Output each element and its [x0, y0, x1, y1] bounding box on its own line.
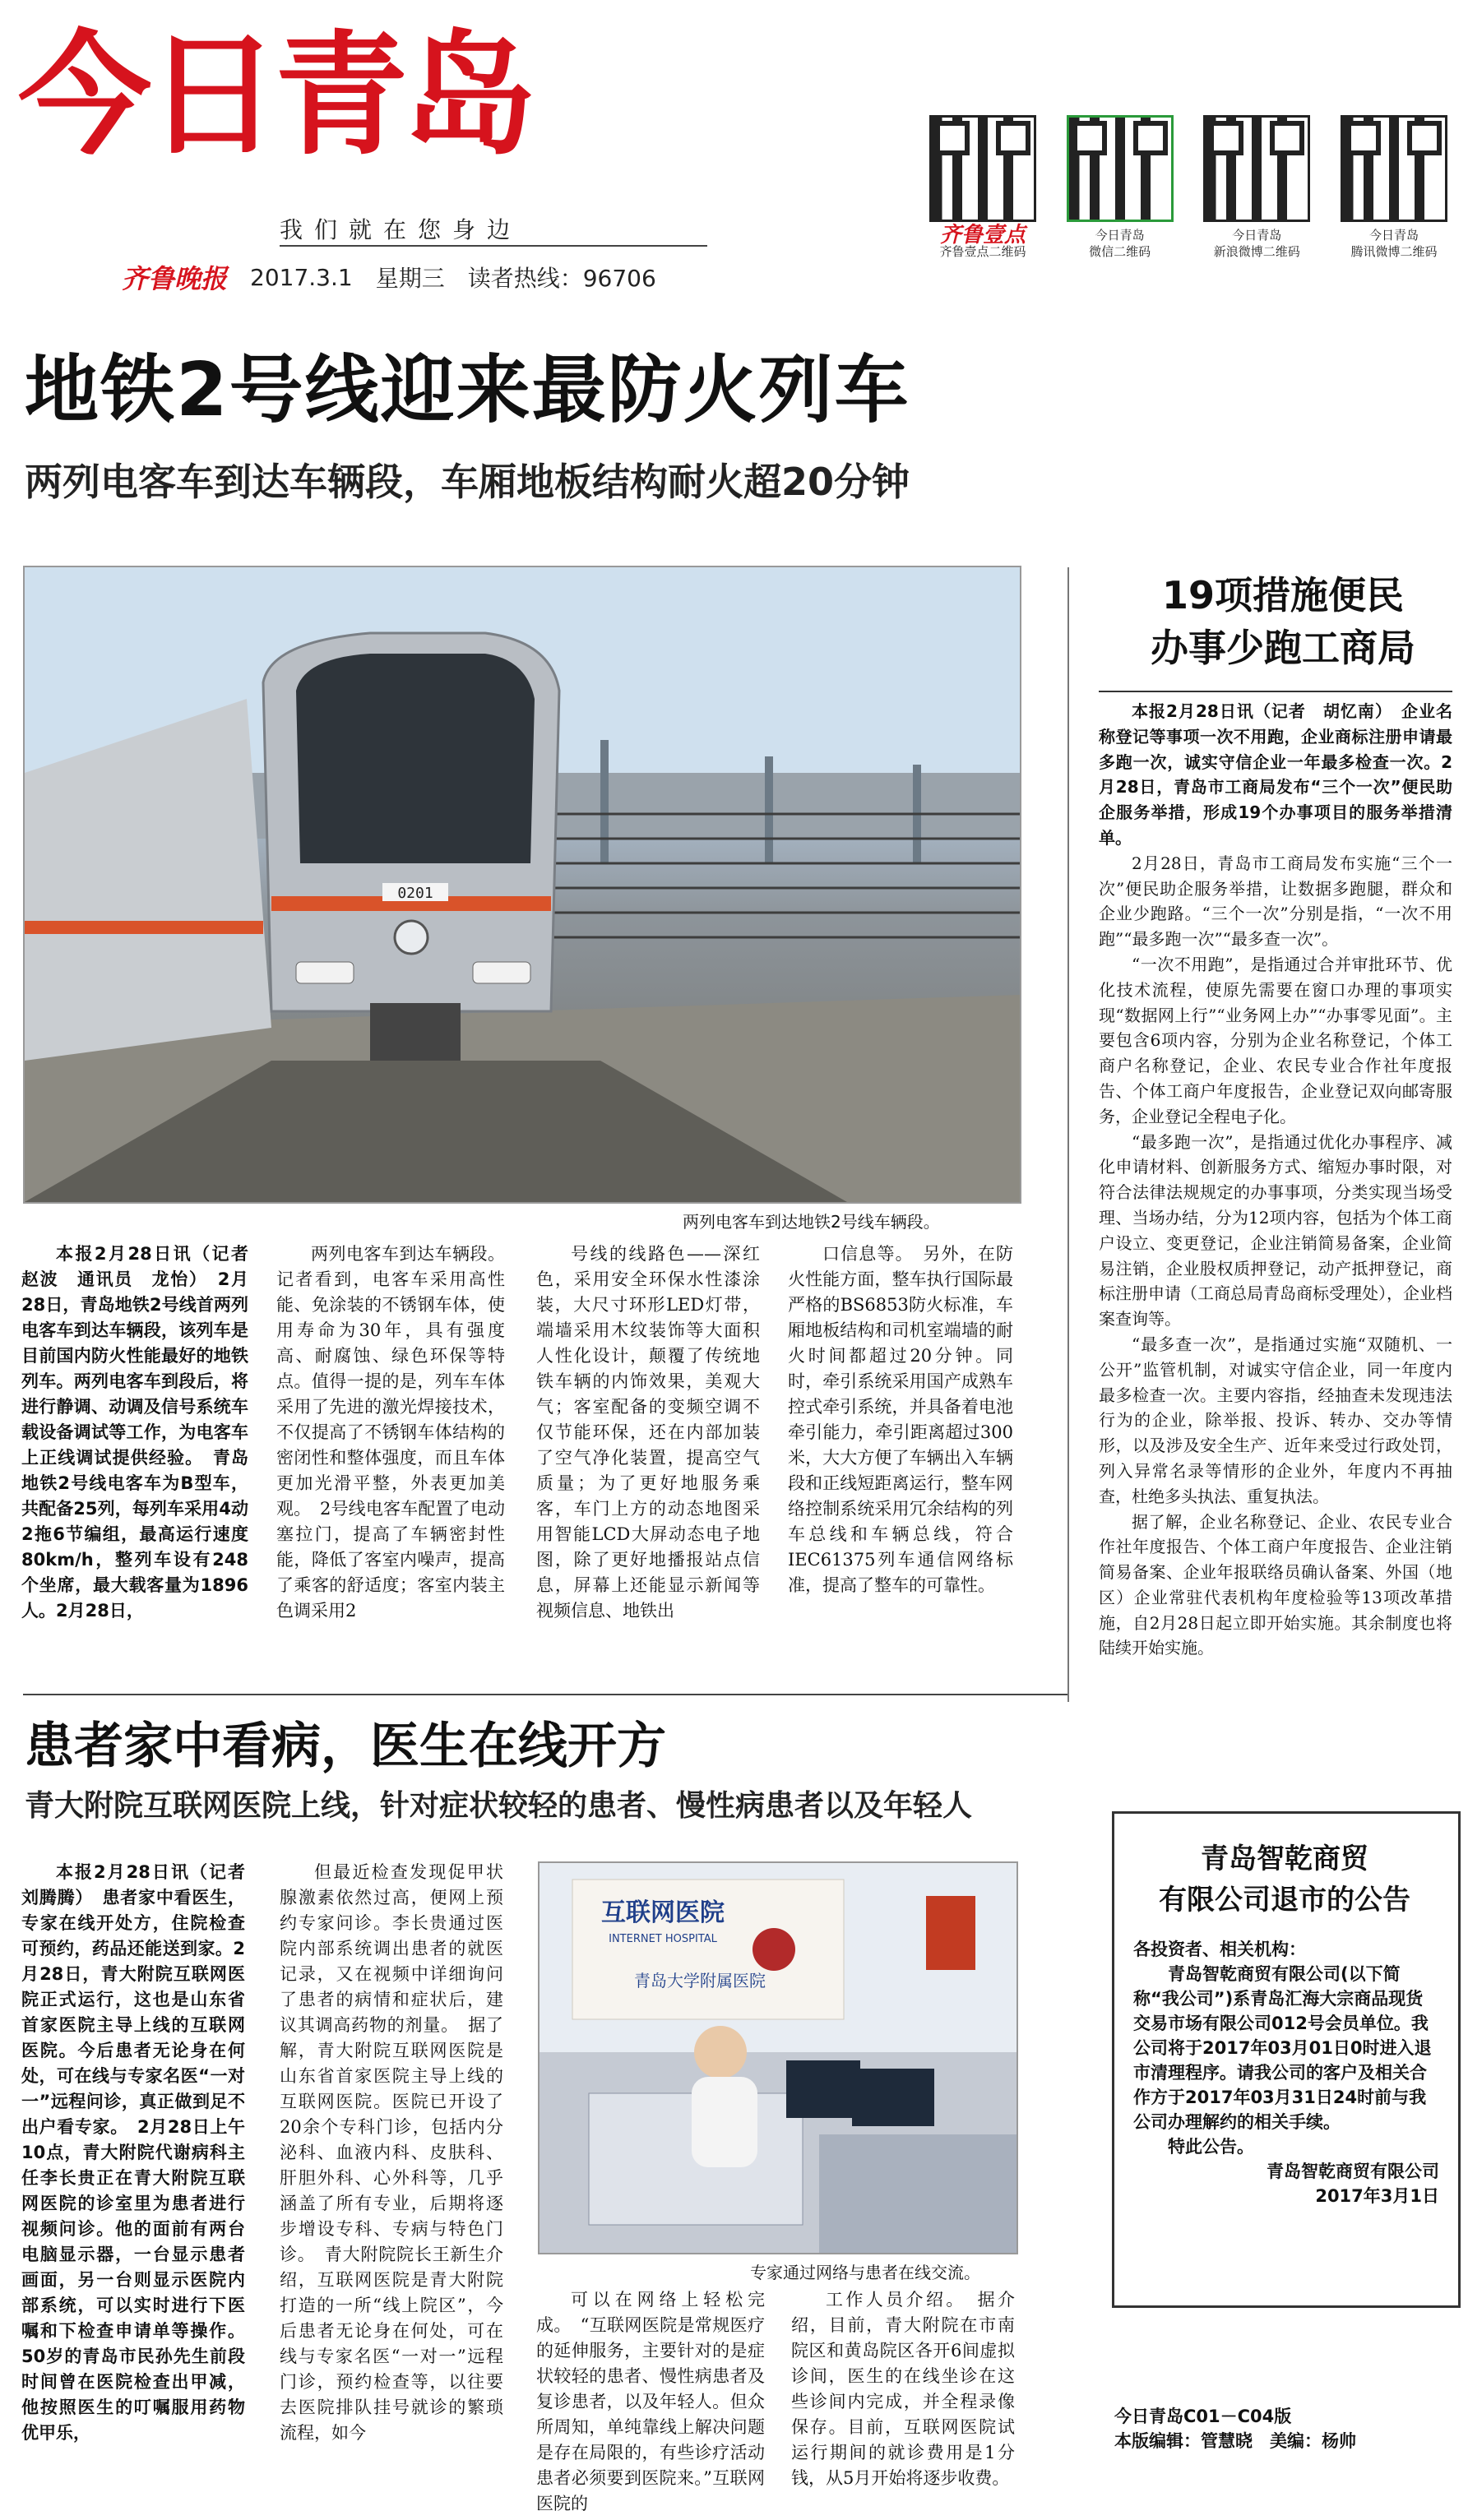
story1-column-2 [276, 1242, 505, 1669]
qr-item-qilu [921, 115, 1044, 260]
column-divider [1067, 567, 1069, 1702]
section-divider [23, 1694, 1067, 1695]
photo-sign-text: 互联网医院 [601, 1898, 725, 1927]
sidebar-headline [1118, 569, 1447, 674]
qr-code-icon [929, 115, 1036, 222]
story1-photo [23, 566, 1021, 1204]
story1-text-col2: 两列电客车到达车辆段。记者看到，电客车采用高性能、免涂装的不锈钢车体，使用寿命为30年，具有强度高、耐腐蚀、绿色环保等特点。值得一提的是，列车车体采用了先进的激光焊接技术，不仅提高了不锈钢车体结构的密闭性和整体强度，而且车体更加光滑平整，外表更加美观。 2号线电客车配置了电动塞拉门，提高了车辆密封性能，降低了客室内噪声，提高了乘客的舒适度；客室内装主色调采用2 [276, 1244, 505, 1621]
sidebar-headline-line1: 19项措施便民 [1161, 573, 1404, 617]
qr-label: 今日青岛 微信二维码 [1089, 228, 1151, 259]
story1-text-col1: 本报2月28日讯（记者 赵波 通讯员 龙怡） 2月28日，青岛地铁2号线首两列电客车到达车辆段，该列车是目前国内防火性能最好的地铁列车。两列电客车到段后，将进行静调、动调及信号系统车载设备调试等工作，为电客车上正线调试提供经验。 青岛地铁2号线电客车为B型车，共配备25列，每列车采用4动2拖6节编组，最高运行速度80km/h，整列车设有248个坐席，最大载客量为1896人。2月28日， [21, 1244, 266, 1621]
story2-text-col1: 本报2月28日讯（记者 刘腾腾） 患者家中看医生，专家在线开处方，住院检查可预约，药品还能送到家。2月28日，青大附院互联网医院正式运行，这也是山东省首家医院主导上线的互联网医院。今后患者无论身在何处，可在线与专家名医“一对一”远程问诊，真正做到足不出户看专家。 2月28日上午10点，青大附院代谢病科主任李长贵正在青大附院互联网医院的诊室里为患者进行视频问诊。他的面前有两台电脑显示器，一台显示患者画面，另一台则显示医院内部系统，可以实时进行下医嘱和下检查申请单等操作。50岁的青岛市民孙先生前段时间曾在医院检查出甲减，他按照医生的叮嘱服用药物优甲乐， [21, 1862, 262, 2443]
notice-closing: 特此公告。 [1168, 2137, 1254, 2157]
story1-column-3 [536, 1242, 760, 1669]
story2-photo-caption: 专家通过网络与患者在线交流。 [750, 2263, 980, 2282]
subway-train-illustration [25, 567, 1020, 1202]
photo-sign-en: INTERNET HOSPITAL [609, 1933, 717, 1945]
internet-hospital-illustration [540, 1863, 1016, 2253]
qr-item-tencent-weibo [1332, 115, 1456, 260]
issue-weekday: 星期三 [375, 265, 445, 292]
story1-text-col4: 口信息等。 另外，在防火性能方面，整车执行国际最严格的BS6853防火标准，车厢地板结构和司机室端墙的耐火时间都超过20分钟。同时，牵引系统采用国产成熟车控式牵引系统，并具备着电池牵引能力，牵引距离超过300米，大大方便了车辆出入车辆段和正线短距离运行，整车网络控制系统采用冗余结构的列车总线和车辆总线，符合IEC61375列车通信网络标准，提高了整车的可靠性。 [788, 1244, 1013, 1595]
qr-code-row [921, 115, 1456, 260]
story2-text-col4: 工作人员介绍。 据介绍，目前，青大附院在市南院区和黄岛院区各开6间虚拟诊间，医生的在线坐诊在这些诊间内完成，并全程录像保存。目前，互联网医院试运行期间的就诊费用是1分钱，从5月开始将逐步收费。 [791, 2290, 1015, 2488]
footer-pages: 今日青岛C01－C04版 [1114, 2407, 1292, 2426]
qr-code-icon [1341, 115, 1447, 222]
footer-editors: 本版编辑：管慧晓 美编：杨帅 [1114, 2431, 1356, 2451]
photo-sign-hospital: 青岛大学附属医院 [634, 1971, 766, 1991]
masthead-info [122, 258, 656, 296]
sidebar-paragraph: “最多查一次”，是指通过实施“双随机、一公开”监管机制，对诚实守信企业，同一年度内最多检查一次。主要内容指，经抽查未发现违法行为的企业，除举报、投诉、转办、交办等情形，以及涉及安全生产、近年来受过行政处罚，列入异常名录等情形的企业外，年度内不再抽查，杜绝多头执法、重复执法。 [1099, 1334, 1452, 1506]
notice-body [1133, 1937, 1439, 2208]
qilu-logo: 齐鲁壹点 [939, 223, 1026, 247]
story2-text-col2: 但最近检查发现促甲状腺激素依然过高，便网上预约专家问诊。李长贵通过医院内部系统调出患者的就医记录，又在视频中详细询问了患者的病情和症状后，建议其调高药物的剂量。 据了解，青大附院互联网医院是山东省首家医院主导上线的互联网医院。医院已开设了20余个专科门诊，包括内分泌科、血液内科、皮肤科、肝胆外科、心外科等，几乎涵盖了所有专业，后期将逐步增设专科、专病与特色门诊。 青大附院院长王新生介绍，互联网医院是青大附院打造的一所“线上院区”，今后患者无论身在何处，可在线与专家名医“一对一”远程门诊，预约检查等，以往要去医院排队挂号就诊的繁琐流程，如今 [280, 1862, 503, 2443]
sidebar-paragraph: 2月28日，青岛市工商局发布实施“三个一次”便民助企服务举措，让数据多跑腿，群众和企业少跑路。“三个一次”分别是指，“一次不用跑”“最多跑一次”“最多查一次”。 [1099, 853, 1452, 950]
sidebar-divider [1099, 691, 1452, 692]
qr-code-icon [1067, 115, 1174, 222]
notice-date: 2017年3月1日 [1315, 2186, 1439, 2206]
reader-hotline: 读者热线：96706 [467, 265, 656, 292]
notice-company: 青岛智乾商贸有限公司 [1267, 2162, 1439, 2181]
notice-text: 青岛智乾商贸有限公司(以下简称“我公司”)系青岛汇海大宗商品现货交易市场有限公司012号会员单位。我公司将于2017年03月01日0时进入退市清理程序。请我公司的客户及相关合作方于2017年03月31日24时前与我公司办理解约的相关手续。 [1133, 1964, 1432, 2132]
story2-photo [538, 1861, 1018, 2254]
story1-column-1 [21, 1242, 266, 1669]
story2-column-2 [280, 1860, 503, 2509]
sidebar-paragraph: “一次不用跑”，是指通过合并审批环节、优化技术流程，使原先需要在窗口办理的事项实现“数据网上行”“业务网上办”“办事零见面”。主要包含6项内容，分别为企业名称登记，个体工商户名称登记，企业、农民专业合作社年度报告、个体工商户年度报告，企业登记双向邮寄服务，企业登记全程电子化。 [1099, 954, 1452, 1126]
sidebar-headline-line2: 办事少跑工商局 [1151, 626, 1415, 670]
notice-salutation: 各投资者、相关机构： [1133, 1940, 1306, 1959]
story2-subhead: 青大附院互联网医院上线，针对症状较轻的患者、慢性病患者以及年轻人 [25, 1789, 973, 1823]
masthead-divider [280, 245, 707, 247]
story2-text-col3: 可以在网络上轻松完成。 “互联网医院是常规医疗的延伸服务，主要针对的是症状较轻的患者、慢性病患者及复诊患者，以及年轻人。但众所周知，单纯靠线上解决问题是存在局限的，有些诊疗活动患者必须要到医院来。”互联网医院的 [536, 2290, 765, 2513]
notice-title: 青岛智乾商贸 有限公司退市的公告 [1159, 1843, 1410, 1917]
footer-note [1114, 2404, 1356, 2453]
story2-column-1 [21, 1860, 262, 2509]
story1-photo-caption: 两列电客车到达地铁2号线车辆段。 [683, 1212, 940, 1232]
qr-item-sina-weibo [1195, 115, 1318, 260]
qr-code-icon [1203, 115, 1310, 222]
masthead-slogan: 我们就在您身边 [280, 216, 522, 243]
sidebar-paragraph: 据了解，企业名称登记、企业、农民专业合作社年度报告、个体工商户年度报告、企业注销简易备案、企业年报联络员确认备案、外国（地区）企业常驻代表机构年度检验等13项改革措施，自2月28日起立即开始实施。其余制度也将陆续开始实施。 [1099, 1511, 1452, 1658]
story2-column-4 [791, 2287, 1015, 2509]
story2-column-3 [536, 2287, 765, 2513]
sidebar-paragraph: 本报2月28日讯（记者 胡忆南） 企业名称登记等事项一次不用跑，企业商标注册申请最多跑一次，诚实守信企业一年最多检查一次。2月28日，青岛市工商局发布“三个一次”便民助企服务举措，形成19个办事项目的服务举措清单。 [1099, 701, 1452, 848]
sidebar-paragraph: “最多跑一次”，是指通过优化办事程序、减化申请材料、创新服务方式、缩短办事时限，对符合法律法规规定的办事事项，分类实现当场受理、当场办结，分为12项内容，包括为个体工商户设立、变更登记，企业注销简易备案，企业简易注销，企业股权质押登记，动产抵押登记，商标注册申请（工商总局青岛商标受理处），企业档案查询等。 [1099, 1131, 1452, 1329]
masthead-title: 今日青岛 [18, 19, 531, 173]
qr-item-wechat [1058, 115, 1182, 260]
qr-label: 齐鲁壹点二维码 [939, 244, 1026, 259]
story2-headline: 患者家中看病，医生在线开方 [25, 1718, 666, 1775]
issue-date: 2017.3.1 [250, 263, 353, 291]
qr-label: 今日青岛 腾讯微博二维码 [1350, 228, 1438, 259]
story1-subhead: 两列电客车到达车辆段，车厢地板结构耐火超20分钟 [25, 460, 910, 504]
story1-column-4 [788, 1242, 1013, 1669]
story1-text-col3: 号线的线路色——深红色，采用安全环保水性漆涂装，大尺寸环形LED灯带，端墙采用木纹装饰等大面积人性化设计，颠覆了传统地铁车辆的内饰效果，美观大气；客室配备的变频空调不仅节能环保，还在内部加装了空气净化装置，提高空气质量；为了更好地服务乘客，车门上方的动态地图采用智能LCD大屏动态电子地图，除了更好地播报站点信息，屏幕上还能显示新闻等视频信息、地铁出 [536, 1244, 760, 1621]
story1-headline: 地铁2号线迎来最防火列车 [25, 347, 910, 433]
sidebar-body [1099, 699, 1452, 1759]
qr-label: 今日青岛 新浪微博二维码 [1213, 228, 1300, 259]
train-number: 0201 [397, 885, 433, 902]
newspaper-brand: 齐鲁晚报 [122, 263, 228, 294]
